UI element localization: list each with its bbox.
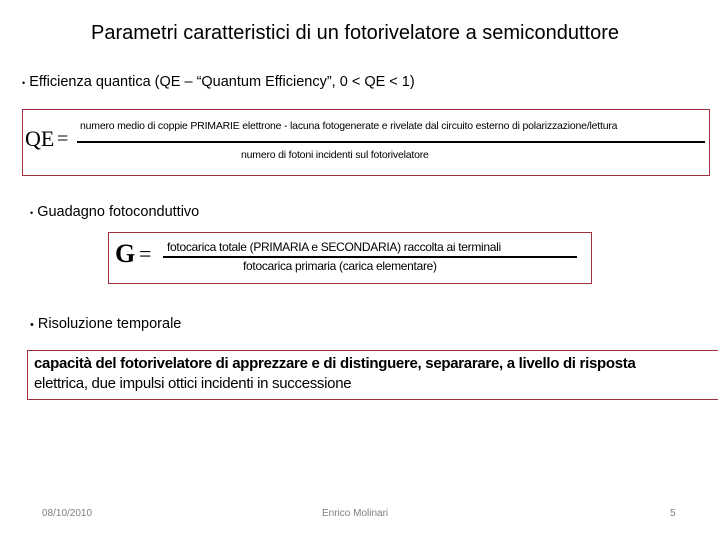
gain-symbol: G — [115, 239, 136, 268]
slide-title: Parametri caratteristici di un fotorivelatore a semiconduttore — [90, 22, 619, 44]
qe-formula-box — [22, 109, 710, 176]
gain-formula-box — [108, 232, 592, 284]
bullet-time-resolution: • Risoluzione temporale — [30, 316, 182, 332]
gain-fraction-line — [163, 256, 577, 258]
gain-equals: = — [139, 241, 152, 266]
bullet-gain: • Guadagno fotoconduttivo — [30, 204, 200, 220]
footer-date: 08/10/2010 — [42, 508, 93, 519]
qe-denominator: numero di fotoni incidenti sul fotorivelatore — [241, 149, 429, 161]
qe-numerator: numero medio di coppie PRIMARIE elettrone - lacuna fotogenerate e rivelate dal circuito esterno di polarizzazione/lettura — [80, 120, 618, 132]
footer-page-number: 5 — [670, 508, 676, 519]
bullet-quantum-efficiency: • Efficienza quantica (QE – “Quantum Efficiency”, 0 < QE < 1) — [22, 74, 415, 90]
qe-fraction-line — [77, 141, 705, 143]
footer-author: Enrico Molinari — [322, 508, 389, 519]
gain-numerator: fotocarica totale (PRIMARIA e SECONDARIA) raccolta ai terminali — [167, 240, 501, 254]
gain-denominator: fotocarica primaria (carica elementare) — [243, 259, 437, 273]
resolution-definition-box — [27, 350, 718, 400]
qe-equals: = — [57, 128, 69, 150]
qe-symbol: QE — [25, 126, 55, 151]
resolution-line-1: capacità del fotorivelatore di apprezzare e di distinguere, separarare, a livello di risposta — [34, 355, 636, 372]
resolution-line-2: elettrica, due impulsi ottici incidenti in successione — [34, 375, 352, 392]
